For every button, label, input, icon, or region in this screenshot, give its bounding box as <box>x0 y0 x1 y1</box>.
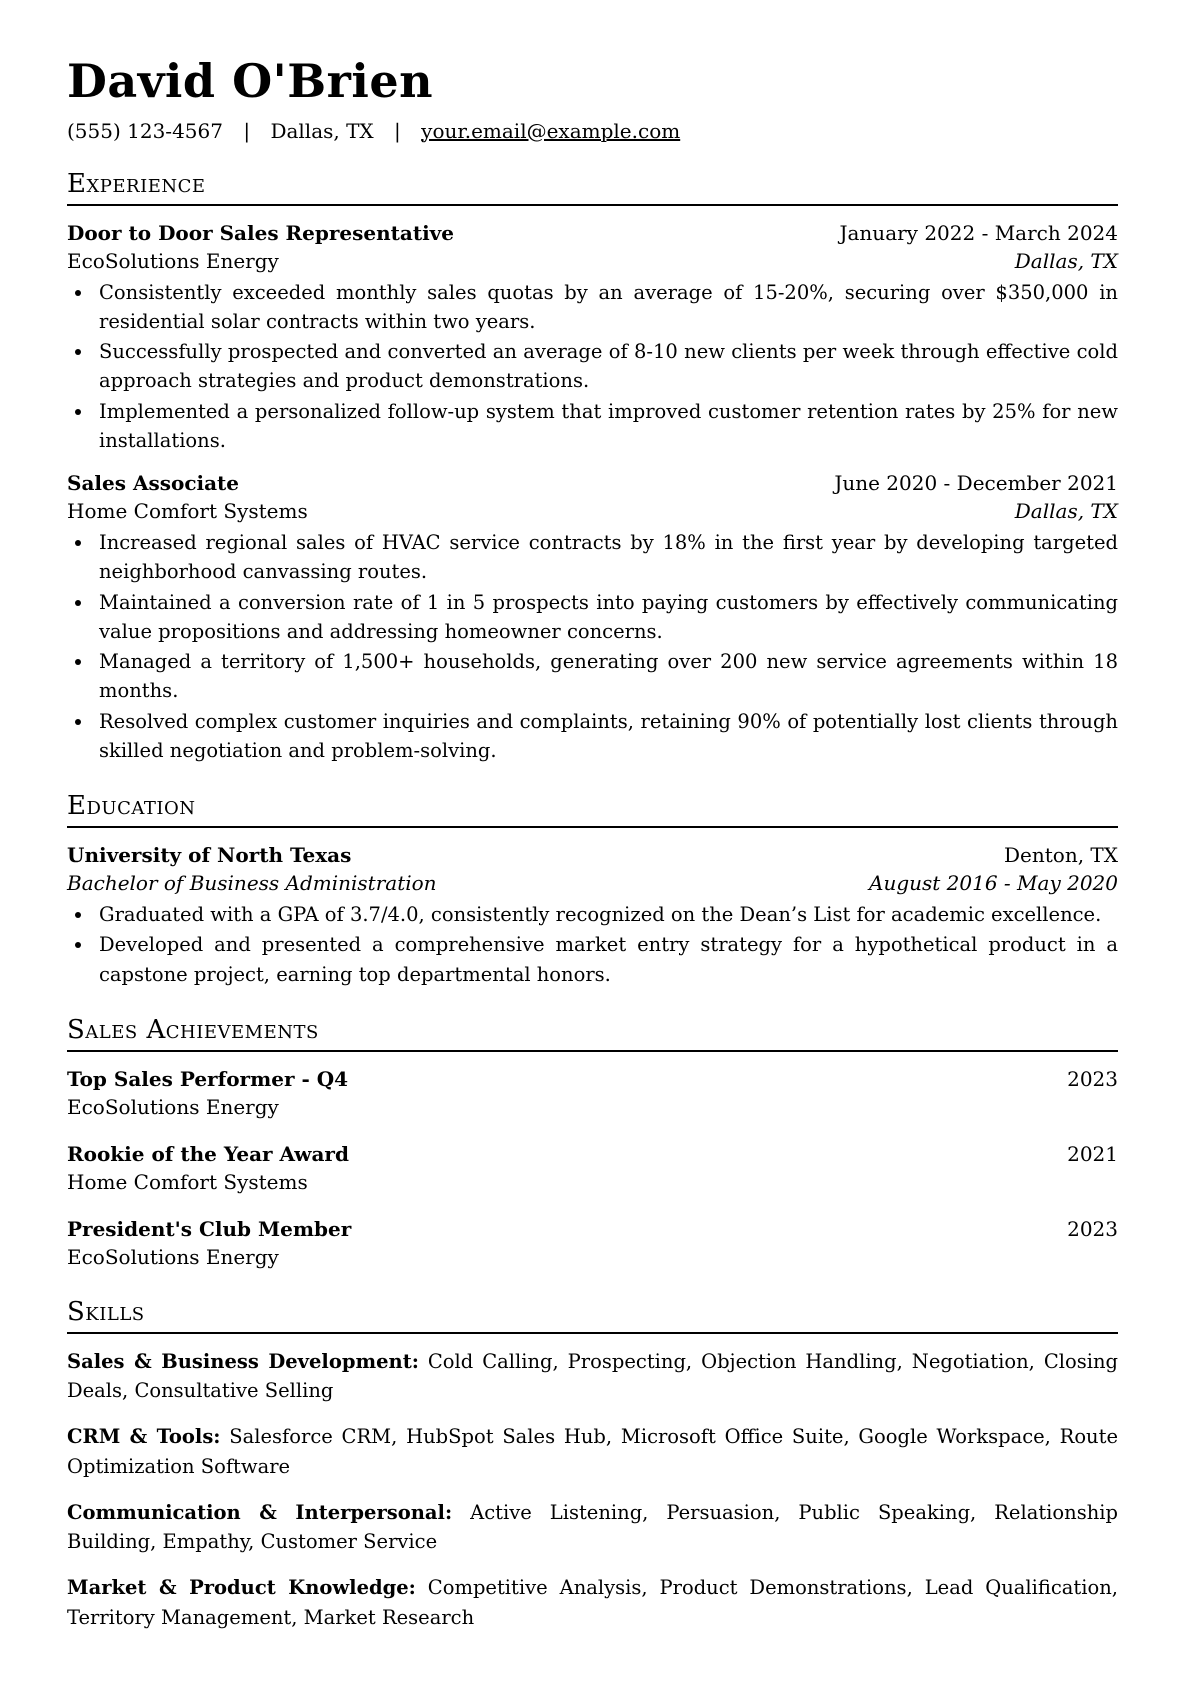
achievement-title-row <box>67 1215 1118 1243</box>
achievement-year: 2023 <box>1067 1216 1118 1241</box>
achievement-title-row <box>67 1140 1118 1168</box>
degree: Bachelor of Business Administration <box>67 871 437 896</box>
job-dates: June 2020 - December 2021 <box>834 471 1118 496</box>
achievement-org: EcoSolutions Energy <box>67 1094 279 1119</box>
job-bullet-list <box>67 528 1118 765</box>
job-title-row <box>67 469 1118 497</box>
skill-line <box>67 1573 1118 1632</box>
job-entry <box>67 469 1118 765</box>
skill-line <box>67 1422 1118 1481</box>
job-bullet: • Resolved complex customer inquiries and complaints, retaining 90% of potentially lost clients through skilled negotiation and problem-solving. <box>94 707 1118 766</box>
job-company: EcoSolutions Energy <box>67 248 279 273</box>
experience-heading: Experience <box>67 169 1118 206</box>
separator: | <box>394 118 401 143</box>
skill-category: Sales & Business Development: <box>67 1349 419 1373</box>
job-title-row <box>67 219 1118 247</box>
job-dates: January 2022 - March 2024 <box>839 220 1118 245</box>
experience-section <box>67 169 1118 766</box>
achievement-year: 2021 <box>1067 1141 1118 1166</box>
separator: | <box>243 118 251 143</box>
skill-values: Competitive Analysis, Product Demonstrations, Lead Qualification, Territory Management, Market Research <box>67 1576 1119 1629</box>
skill-values: Salesforce CRM, HubSpot Sales Hub, Microsoft Office Suite, Google Workspace, Route Optimization Software <box>67 1425 1118 1478</box>
skill-category: Market & Product Knowledge: <box>67 1576 416 1600</box>
skill-category: Communication & Interpersonal: <box>67 1500 453 1524</box>
achievement-org: Home Comfort Systems <box>67 1169 308 1194</box>
job-title: Door to Door Sales Representative <box>67 220 455 245</box>
resume-header <box>67 56 1118 143</box>
job-bullet: • Consistently exceeded monthly sales quotas by an average of 15-20%, securing over $350,000 in residential solar contracts within two years. <box>94 278 1118 337</box>
school-name: University of North Texas <box>67 843 352 868</box>
achievements-heading: Sales Achievements <box>67 1015 1118 1052</box>
skill-category: CRM & Tools: <box>67 1425 221 1449</box>
job-company: Home Comfort Systems <box>67 499 308 524</box>
achievement-title: Rookie of the Year Award <box>67 1141 349 1166</box>
email-link[interactable]: your.email@example.com <box>421 118 681 143</box>
job-bullet: • Maintained a conversion rate of 1 in 5 prospects into paying customers by effectively communicating value propositions and addressing homeowner concerns. <box>94 588 1118 647</box>
job-company-row <box>67 497 1118 525</box>
contact-line <box>67 119 1118 143</box>
job-title: Sales Associate <box>67 471 240 496</box>
achievement-entry <box>67 1215 1118 1271</box>
job-bullet-list <box>67 278 1118 456</box>
job-bullet: • Increased regional sales of HVAC service contracts by 18% in the first year by developing targeted neighborhood canvassing routes. <box>94 528 1118 587</box>
education-bullet: • Developed and presented a comprehensive market entry strategy for a hypothetical product in a capstone project, earning top departmental honors. <box>94 930 1118 989</box>
job-location: Dallas, TX <box>1014 499 1118 524</box>
school-location: Denton, TX <box>1003 843 1118 868</box>
achievement-title: President's Club Member <box>67 1216 352 1241</box>
achievement-entry <box>67 1140 1118 1196</box>
skill-values: Cold Calling, Prospecting, Objection Handling, Negotiation, Closing Deals, Consultative Selling <box>67 1349 1118 1403</box>
job-bullet: • Implemented a personalized follow-up system that improved customer retention rates by 25% for new installations. <box>94 397 1118 456</box>
education-bullet: • Graduated with a GPA of 3.7/4.0, consistently recognized on the Dean’s List for academic excellence. <box>94 900 1118 929</box>
education-heading: Education <box>67 791 1118 828</box>
achievement-year: 2023 <box>1067 1066 1118 1091</box>
skills-section <box>67 1297 1118 1632</box>
job-company-row <box>67 247 1118 275</box>
skill-values: Active Listening, Persuasion, Public Speaking, Relationship Building, Empathy, Customer Service <box>67 1500 1118 1554</box>
phone-number: (555) 123-4567 <box>67 118 223 143</box>
achievement-org: EcoSolutions Energy <box>67 1244 279 1269</box>
skills-heading: Skills <box>67 1297 1118 1334</box>
job-entry <box>67 219 1118 456</box>
job-bullet: • Successfully prospected and converted an average of 8-10 new clients per week through effective cold approach strategies and product demonstrations. <box>94 337 1118 396</box>
job-bullet: • Managed a territory of 1,500+ households, generating over 200 new service agreements within 18 months. <box>94 647 1118 706</box>
achievement-title-row <box>67 1065 1118 1093</box>
achievements-section <box>67 1015 1118 1271</box>
education-section <box>67 791 1118 989</box>
job-location: Dallas, TX <box>1014 248 1118 273</box>
achievement-title: Top Sales Performer - Q4 <box>67 1066 349 1091</box>
school-dates: August 2016 - May 2020 <box>869 871 1118 896</box>
education-entry <box>67 841 1118 989</box>
education-bullet-list <box>67 900 1118 989</box>
school-degree-row <box>67 869 1118 897</box>
achievement-entry <box>67 1065 1118 1121</box>
school-title-row <box>67 841 1118 869</box>
skill-line <box>67 1347 1118 1406</box>
skill-line <box>67 1498 1118 1557</box>
candidate-name: David O'Brien <box>67 54 434 108</box>
location-text: Dallas, TX <box>270 118 374 143</box>
